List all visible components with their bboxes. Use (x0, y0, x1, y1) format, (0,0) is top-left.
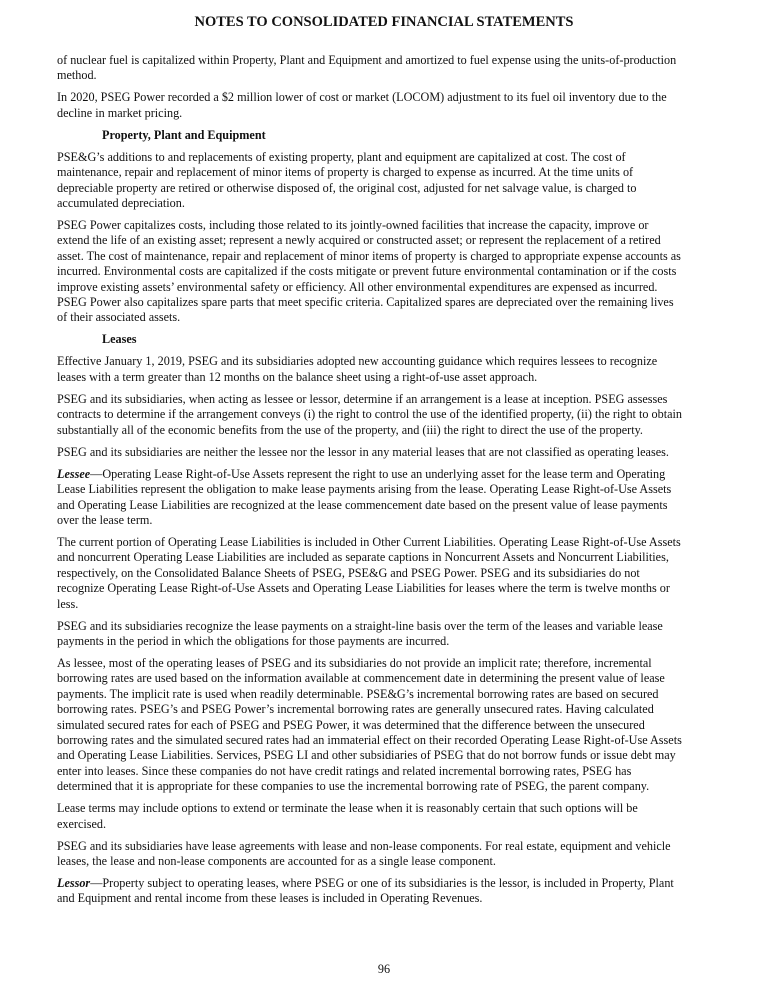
line-text: Lease Liabilities represent the obligation to make lease payments arising from the lease. Operating Lease Right-of-Use Assets (57, 482, 672, 497)
text-line (57, 423, 717, 438)
line-text: borrowing rates are used based on the information available at commencement date in determining the present value of lease (57, 671, 665, 686)
line-text: payments in the period in which the obligations for those payments are incurred. (57, 633, 450, 648)
text-line (57, 581, 717, 596)
text-line (57, 150, 717, 165)
line-text: simulated secured rates for each of PSEG and PSEG Power, it was determined that the difference between the unsecured (57, 717, 645, 732)
paragraph (57, 218, 717, 326)
line-text: borrowing rates and the simulated secured rates had an immaterial effect on their recorded Operating Lease Right-of-Use Assets (57, 732, 682, 747)
line-text: Effective January 1, 2019, PSEG and its subsidiaries adopted new accounting guidance which requires lessees to recognize (57, 354, 658, 369)
text-line (57, 498, 717, 513)
paragraph (57, 801, 717, 832)
text-line (57, 550, 717, 565)
text-line (57, 392, 717, 407)
line-text: of their associated assets. (57, 310, 181, 325)
line-text: and Operating Lease Liabilities. Services, PSEG LI and other subsidiaries of PSEG that do not borrow funds or issue debt may (57, 748, 676, 763)
paragraph-lead: Lessor (57, 876, 91, 890)
line-text: incurred. Environmental costs are capitalized if the costs mitigate or prevent future environmental contamination or if the costs (57, 264, 677, 279)
text-line (57, 718, 717, 733)
text-line (57, 90, 717, 105)
text-line (57, 370, 717, 385)
line-text: improve existing assets’ environmental safety or efficiency. All other environmental expenditures are expensed as incurred. (57, 279, 658, 294)
line-text: leases, the lease and non-lease components are accounted for as a single lease component. (57, 854, 496, 868)
line-text: PSEG and its subsidiaries are neither the lessee nor the lessor in any material leases that are not classified as operating leases. (57, 444, 669, 459)
text-line (57, 295, 717, 310)
text-line (57, 513, 717, 528)
paragraph (57, 619, 717, 650)
line-text: recognize Operating Lease Right-of-Use Assets and Operating Lease Liabilities for leases where the term is twelve months or (57, 581, 670, 596)
line-text: PSEG and its subsidiaries recognize the lease payments on a straight-line basis over the term of the leases and variable lease (57, 618, 663, 633)
text-line (57, 218, 717, 233)
paragraph (57, 839, 717, 870)
page-number: 96 (377, 962, 391, 976)
line-text: maintenance, repair and replacement of minor items of property is charged to expense as incurred. At the time units of (57, 165, 634, 180)
line-text: extend the life of an existing asset; represent a newly acquired or constructed asset; or represent the replacement of a retired (57, 233, 661, 248)
line-text: method. (57, 68, 97, 83)
text-line (57, 817, 717, 832)
line-text: PSE&G’s additions to and replacements of existing property, plant and equipment are capitalized at cost. The cost of (57, 149, 626, 164)
text-line (57, 482, 717, 497)
text-line (57, 634, 717, 649)
line-text: of nuclear fuel is capitalized within Property, Plant and Equipment and amortized to fuel expense using the units-of-production (57, 53, 677, 67)
text-line (57, 165, 717, 180)
text-line (57, 764, 717, 779)
line-text: In 2020, PSEG Power recorded a $2 million lower of cost or market (LOCOM) adjustment to its fuel oil inventory due to the (57, 90, 667, 105)
line-text: As lessee, most of the operating leases of PSEG and its subsidiaries do not provide an implicit rate; therefore, incremental (57, 655, 652, 670)
line-text: substantially all of the economic benefits from the use of the property, and (iii) the right to direct the use of the property. (57, 422, 643, 437)
text-line (57, 53, 717, 68)
paragraph-lead: Lessee (57, 466, 91, 481)
paragraph (57, 53, 717, 84)
section-heading: Leases (102, 332, 137, 347)
paragraph (57, 656, 717, 795)
document-body (57, 53, 717, 913)
line-text: contracts to determine if the arrangement conveys (i) the right to control the use of the identified property, (ii) the right to obtain (57, 407, 682, 422)
text-line (57, 264, 717, 279)
text-line (57, 181, 717, 196)
text-line (57, 702, 717, 717)
text-line (57, 748, 717, 763)
line-text: Lease terms may include options to extend or terminate the lease when it is reasonably certain that such options will be (57, 801, 638, 816)
text-line (57, 354, 717, 369)
line-text: less. (57, 596, 79, 611)
text-line (57, 597, 717, 612)
text-line (57, 854, 717, 869)
text-line (57, 779, 717, 794)
line-text: —Property subject to operating leases, where PSEG or one of its subsidiaries is the lessor, is included in Property, Plant (90, 876, 674, 890)
line-text: PSEG and its subsidiaries have lease agreements with lease and non-lease components. For real estate, equipment and vehicle (57, 838, 671, 853)
text-line (57, 467, 717, 482)
paragraph (57, 445, 717, 460)
paragraph (57, 90, 717, 121)
line-text: determined that it is appropriate for these companies to use the incremental borrowing rate of PSEG, the parent company. (57, 779, 650, 794)
line-text: respectively, on the Consolidated Balance Sheets of PSEG, PSE&G and PSEG Power. PSEG and its subsidiaries do not (57, 565, 640, 580)
line-text: and Operating Lease Liabilities are recognized at the lease commencement date based on the present value of lease payments (57, 497, 668, 512)
section-heading: Property, Plant and Equipment (102, 127, 266, 142)
line-text: PSEG Power also capitalizes spare parts that meet specific criteria. Capitalized spares are depreciated over the remaining lives (57, 295, 674, 310)
text-line (57, 876, 717, 891)
paragraph (57, 535, 717, 612)
text-line (57, 445, 717, 460)
line-text: payments. The implicit rate is used when readily determinable. PSE&G’s incremental borrowing rates are based on secured (57, 686, 659, 701)
text-line (57, 687, 717, 702)
line-text: The current portion of Operating Lease Liabilities is included in Other Current Liabilities. Operating Lease Right-of-Use Assets (57, 534, 681, 549)
text-line (57, 566, 717, 581)
line-text: accumulated depreciation. (57, 196, 185, 211)
line-text: over the lease term. (57, 512, 153, 527)
text-line (57, 619, 717, 634)
line-text: borrowing rates. PSEG’s and PSEG Power’s incremental borrowing rates are generally unsecured rates. Having calculated (57, 702, 654, 717)
paragraph (57, 150, 717, 212)
line-text: exercised. (57, 816, 107, 831)
text-line (57, 233, 717, 248)
line-text: PSEG Power capitalizes costs, including those related to its jointly-owned facilities that increase the capacity, improve or (57, 218, 649, 233)
text-line (57, 280, 717, 295)
line-text: leases with a term greater than 12 months on the balance sheet using a right-of-use asset approach. (57, 369, 538, 384)
text-line (57, 656, 717, 671)
line-text: asset. The cost of maintenance, repair and replacement of minor items of property is charged to appropriate expense accounts as (57, 248, 681, 263)
text-line (57, 68, 717, 83)
line-text: decline in market pricing. (57, 105, 183, 120)
text-line (57, 310, 717, 325)
text-line (57, 733, 717, 748)
paragraph (57, 354, 717, 385)
text-line (57, 839, 717, 854)
line-text: and Equipment and rental income from these leases is included in Operating Revenues. (57, 891, 483, 906)
text-line (57, 671, 717, 686)
text-line (57, 106, 717, 121)
line-text: —Operating Lease Right-of-Use Assets represent the right to use an underlying asset for the lease term and Operating (90, 466, 666, 481)
text-line (57, 535, 717, 550)
page-title: NOTES TO CONSOLIDATED FINANCIAL STATEMENTS (194, 14, 574, 30)
text-line (57, 891, 717, 906)
paragraph (57, 467, 717, 529)
line-text: and noncurrent Operating Lease Liabilities are included as separate captions in Noncurrent Assets and Noncurrent Liabilities, (57, 550, 669, 565)
line-text: depreciable property are retired or otherwise disposed of, the original cost, adjusted for net salvage value, is charged to (57, 180, 637, 195)
line-text: enter into leases. Since these companies do not have credit ratings and related incremental borrowing rates, PSEG has (57, 763, 632, 778)
text-line (57, 249, 717, 264)
paragraph (57, 392, 717, 438)
line-text: PSEG and its subsidiaries, when acting as lessee or lessor, determine if an arrangement is a lease at inception. PSEG assesses (57, 391, 668, 406)
text-line (57, 801, 717, 816)
text-line (57, 407, 717, 422)
paragraph (57, 876, 717, 907)
text-line (57, 196, 717, 211)
